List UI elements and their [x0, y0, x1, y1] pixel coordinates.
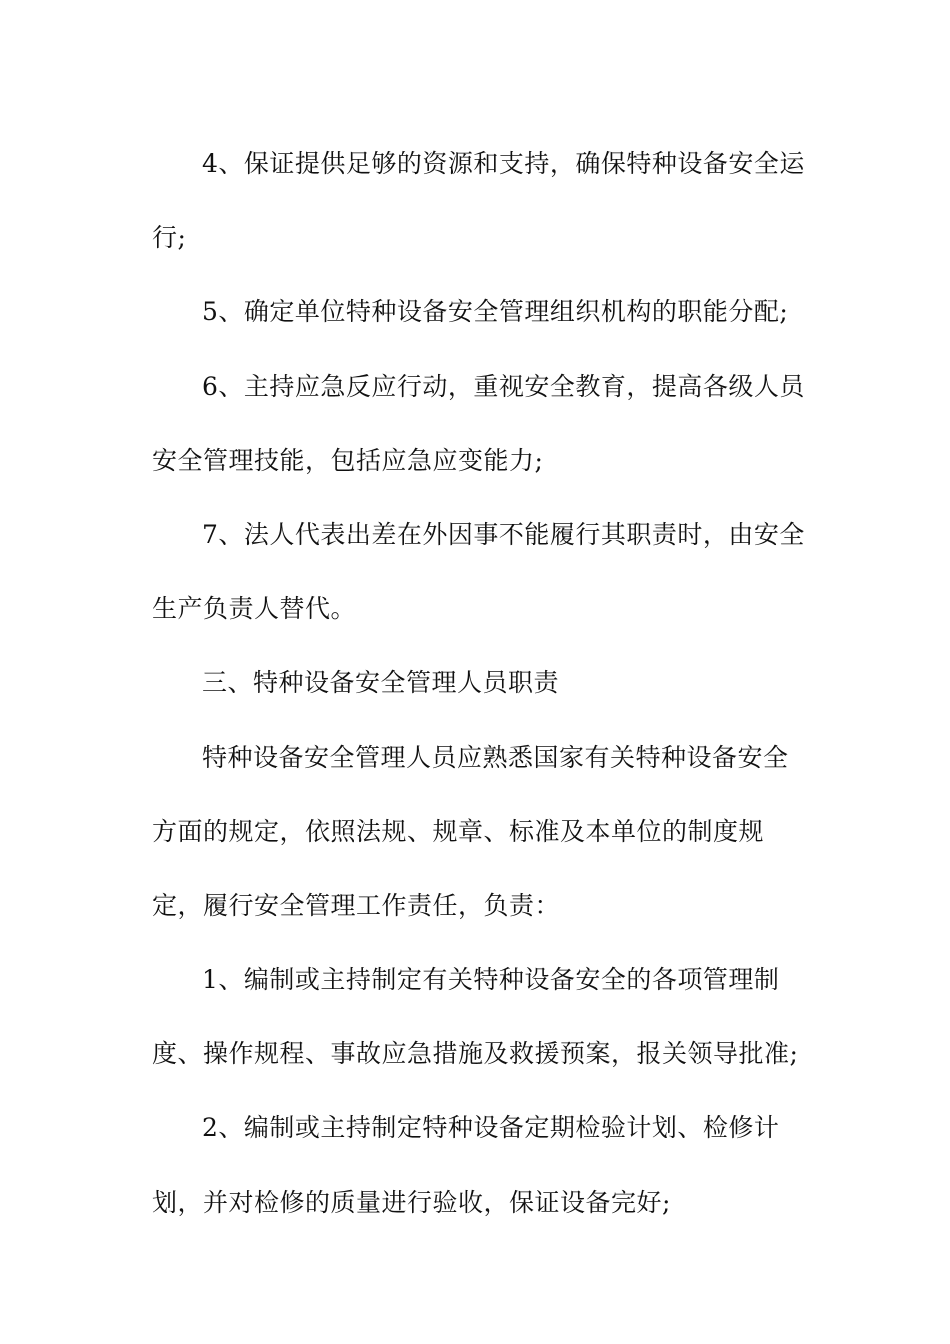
- text-line: 方面的规定，依照法规、规章、标准及本单位的制度规: [152, 816, 765, 846]
- section-heading: 三、特种设备安全管理人员职责: [202, 668, 560, 698]
- text-line: 定，履行安全管理工作责任，负责：: [152, 890, 561, 920]
- text-line: 度、操作规程、事故应急措施及救援预案，报关领导批准;: [152, 1039, 799, 1069]
- document-body: [152, 127, 812, 1240]
- text-line: 4、保证提供足够的资源和支持，确保特种设备安全运: [202, 149, 805, 178]
- text-line: 1、编制或主持制定有关特种设备安全的各项管理制: [202, 965, 780, 995]
- text-line: 安全管理技能，包括应急应变能力;: [152, 445, 544, 475]
- text-line: 7、法人代表出差在外因事不能履行其职责时，由安全: [202, 519, 805, 549]
- text-line: 6、主持应急反应行动，重视安全教育，提高各级人员: [202, 371, 805, 401]
- text-line: 生产负责人替代。: [152, 594, 357, 624]
- text-line: 特种设备安全管理人员应熟悉国家有关特种设备安全: [202, 742, 789, 772]
- text-line: 行;: [152, 223, 187, 253]
- text-line: 划，并对检修的质量进行验收，保证设备完好;: [152, 1187, 671, 1217]
- text-line: 2、编制或主持制定特种设备定期检验计划、检修计: [202, 1113, 780, 1143]
- text-line: 5、确定单位特种设备安全管理组织机构的职能分配;: [202, 297, 789, 327]
